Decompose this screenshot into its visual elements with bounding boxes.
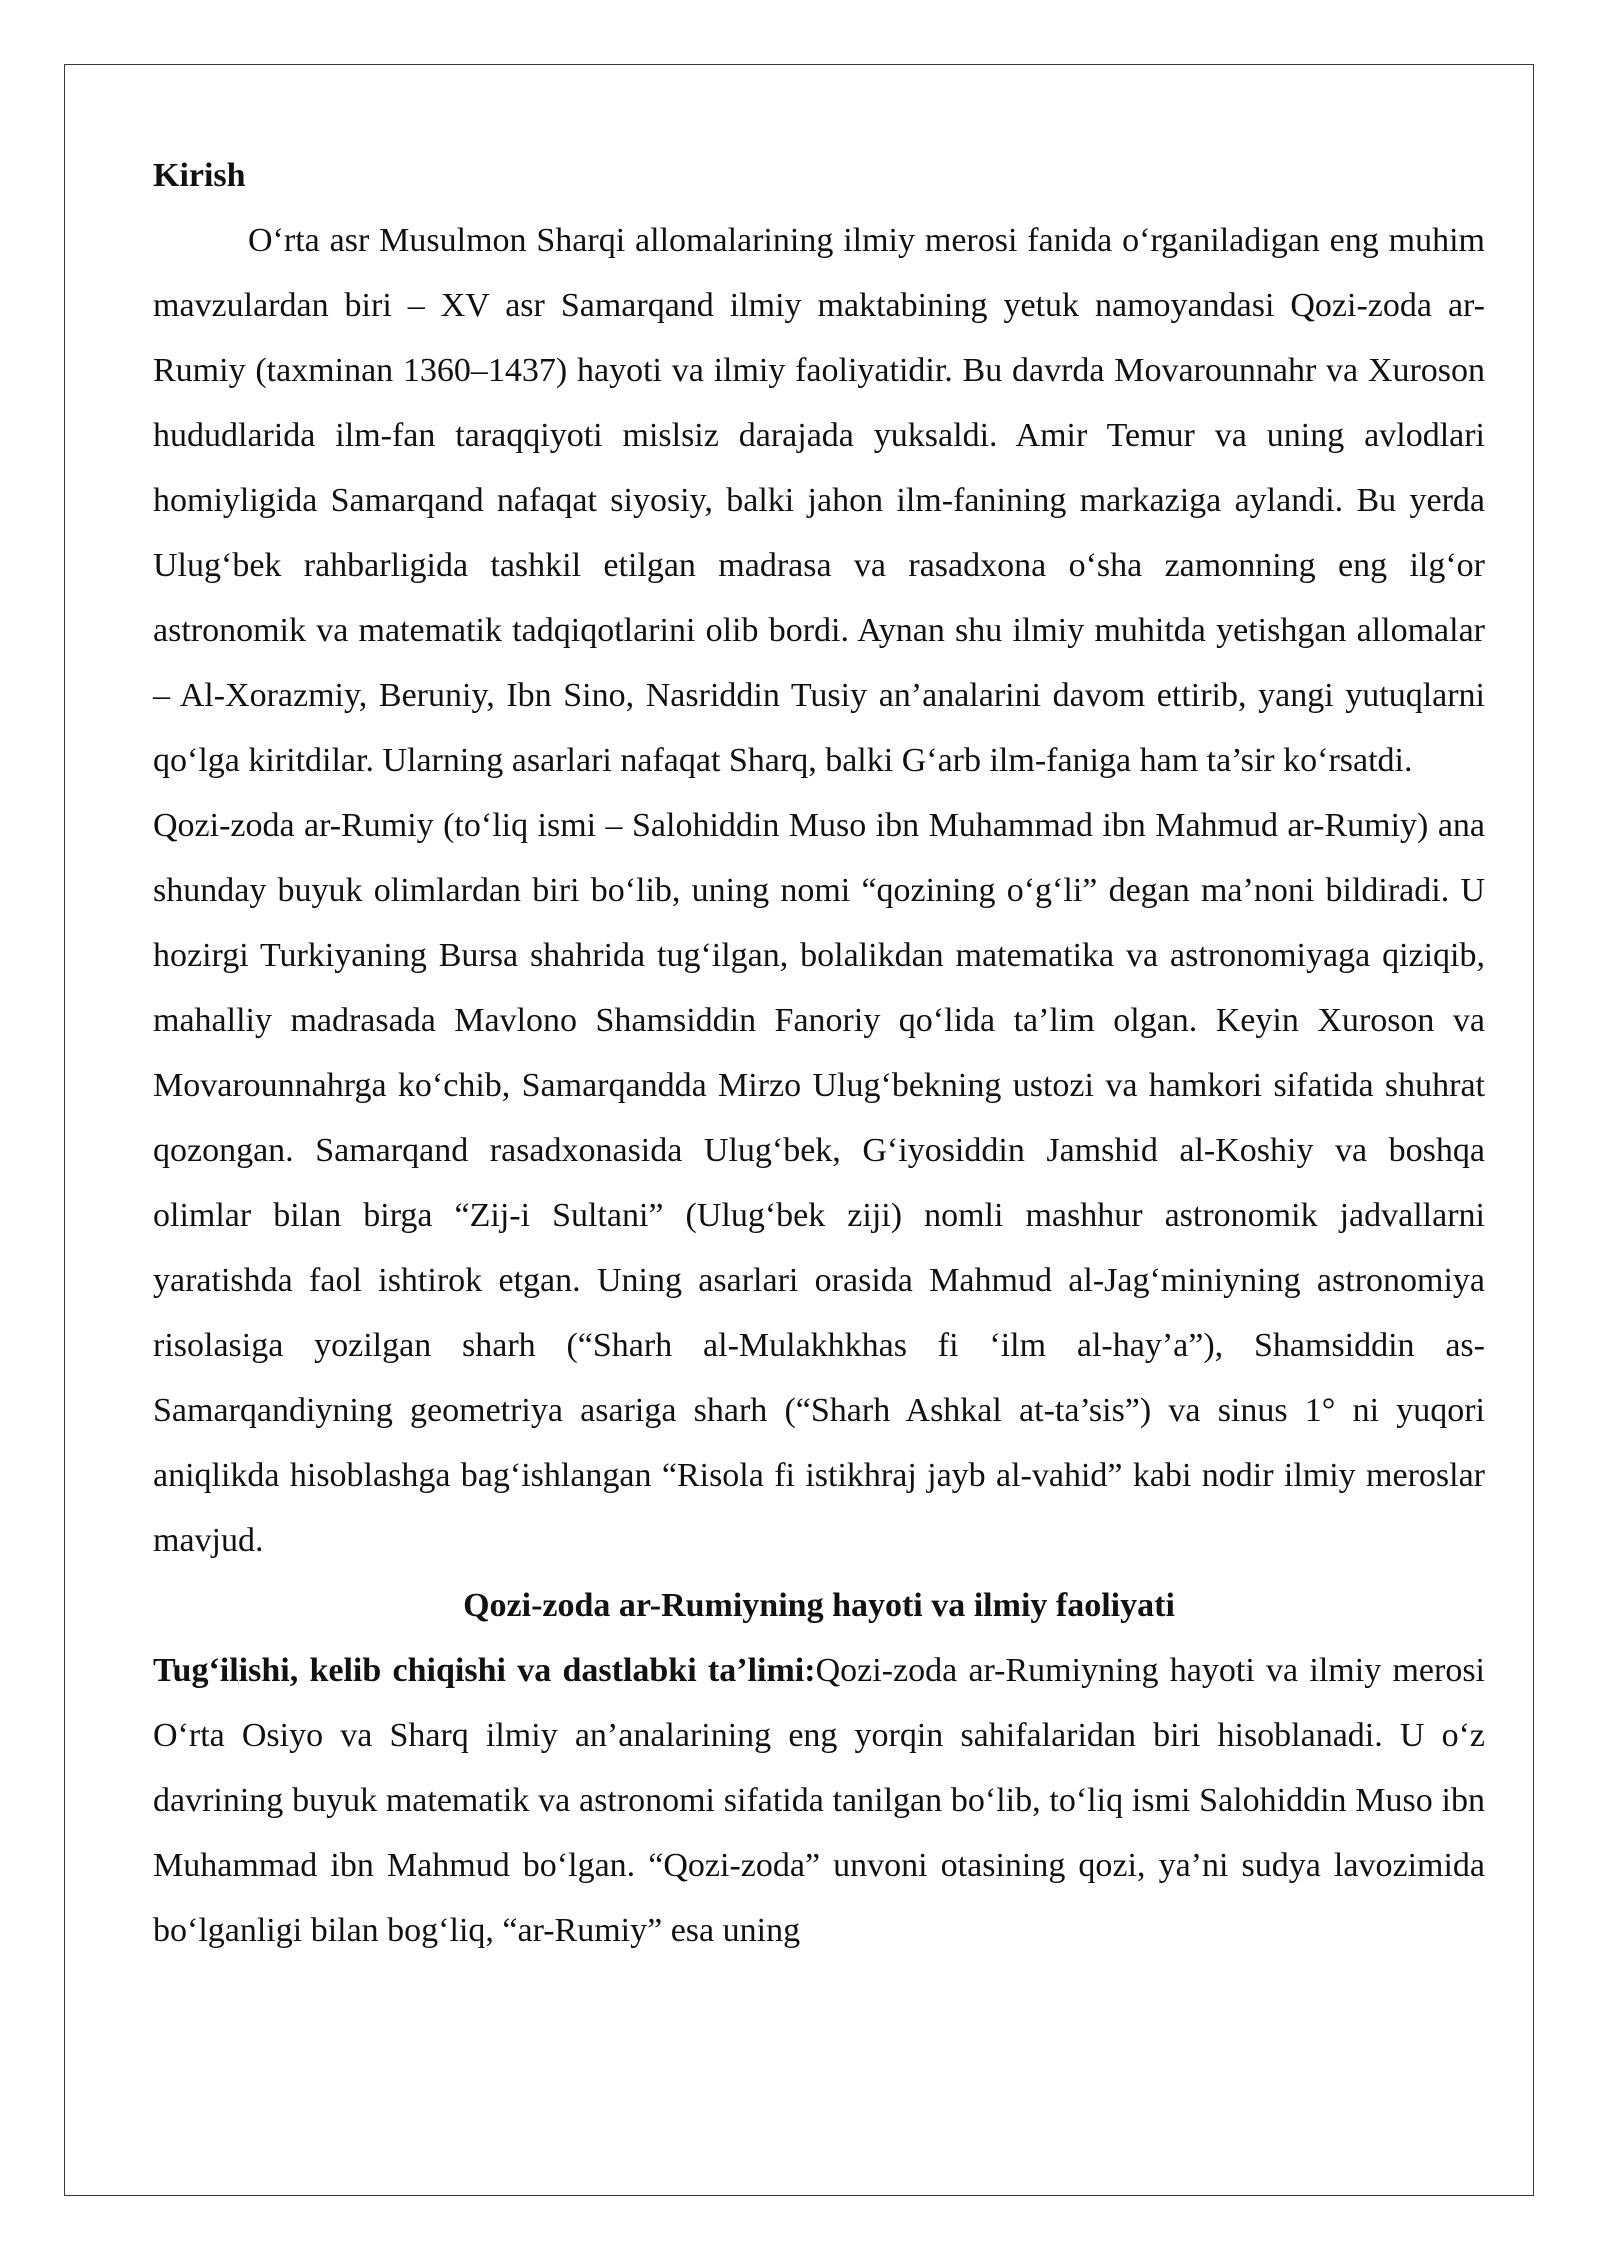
- paragraph-lead: Tug‘ilishi, kelib chiqishi va dastlabki ta’limi:: [153, 1652, 816, 1689]
- biography-paragraph: Qozi-zoda ar-Rumiy (to‘liq ismi – Salohiddin Muso ibn Muhammad ibn Mahmud ar-Rumiy) ana shunday buyuk olimlardan biri bo‘lib, uning nomi “qozining o‘g‘li” degan ma’noni bildiradi. U hozirgi Turkiyaning Bursa shahrida tug‘ilgan, bolalikdan matematika va astronomiyaga qiziqib, mahalliy madrasada Mavlono Shamsiddin Fanoriy qo‘lida ta’lim olgan. Keyin Xuroson va Movarounnahrga ko‘chib, Samarqandda Mirzo Ulug‘bekning ustozi va hamkori sifatida shuhrat qozongan. Samarqand rasadxonasida Ulug‘bek, G‘iyosiddin Jamshid al-Koshiy va boshqa olimlar bilan birga “Zij-i Sultani” (Ulug‘bek ziji) nomli mashhur astronomik jadvallarni yaratishda faol ishtirok etgan. Uning asarlari orasida Mahmud al-Jag‘miniyning astronomiya risolasiga yozilgan sharh (“Sharh al-Mulakhkhas fi ‘ilm al-hay’a”), Shamsiddin as-Samarqandiyning geometriya asariga sharh (“Sharh Ashkal at-ta’sis”) va sinus 1° ni yuqori aniqlikda hisoblashga bag‘ishlangan “Risola fi istikhraj jayb al-vahid” kabi nodir ilmiy meroslar mavjud.: [153, 807, 1485, 1559]
- intro-paragraph: O‘rta asr Musulmon Sharqi allomalarining ilmiy merosi fanida o‘rganiladigan eng muhim mavzulardan biri – XV asr Samarqand ilmiy maktabining yetuk namoyandasi Qozi-zoda ar-Rumiy (taxminan 1360–1437) hayoti va ilmiy faoliyatidir. Bu davrda Movarounnahr va Xuroson hududlarida ilm-fan taraqqiyoti mislsiz darajada yuksaldi. Amir Temur va uning avlodlari homiyligida Samarqand nafaqat siyosiy, balki jahon ilm-fanining markaziga aylandi. Bu yerda Ulug‘bek rahbarligida tashkil etilgan madrasa va rasadxona o‘sha zamonning eng ilg‘or astronomik va matematik tadqiqotlarini olib bordi. Aynan shu ilmiy muhitda yetishgan allomalar – Al-Xorazmiy, Beruniy, Ibn Sino, Nasriddin Tusiy an’analarini davom ettirib, yangi yutuqlarni qo‘lga kiritdilar. Ularning asarlari nafaqat Sharq, balki G‘arb ilm-faniga ham ta’sir ko‘rsatdi.: [153, 222, 1485, 779]
- document-body: [153, 143, 1485, 1963]
- paragraph-body: Qozi-zoda ar-Rumiyning hayoti va ilmiy merosi O‘rta Osiyo va Sharq ilmiy an’analarining eng yorqin sahifalaridan biri hisoblanadi. U o‘z davrining buyuk matematik va astronomi sifatida tanilgan bo‘lib, to‘liq ismi Salohiddin Muso ibn Muhammad ibn Mahmud bo‘lgan. “Qozi-zoda” unvoni otasining qozi, ya’ni sudya lavozimida bo‘lganligi bilan bog‘liq, “ar-Rumiy” esa uning: [153, 1652, 1486, 1949]
- section-heading-kirish: Kirish: [153, 157, 246, 194]
- section-title: Qozi-zoda ar-Rumiyning hayoti va ilmiy faoliyati: [463, 1587, 1175, 1624]
- birth-education-paragraph: [153, 1638, 1485, 1963]
